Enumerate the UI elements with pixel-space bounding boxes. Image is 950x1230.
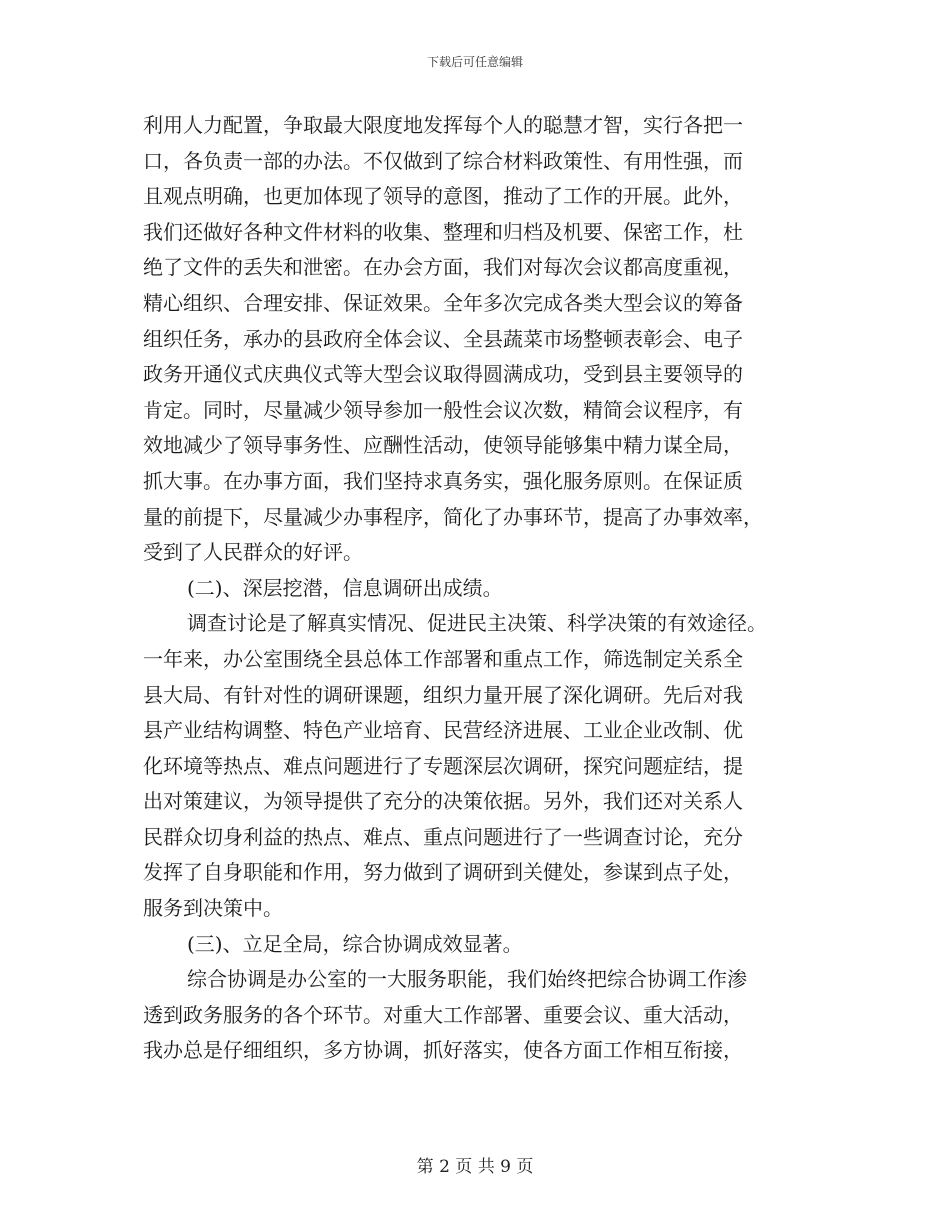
text-line: 利用人力配置，争取最大限度地发挥每个人的聪慧才智，实行各把一: [143, 113, 743, 137]
text-line: 服务到决策中。: [143, 896, 283, 921]
text-line: 透到政务服务的各个环节。对重大工作部署、重要会议、重大活动，: [143, 1002, 743, 1027]
text-line: 量的前提下，尽量减少办事程序，简化了办事环节，提高了办事效率，: [143, 504, 763, 529]
text-line: 效地减少了领导事务性、应酬性活动，使领导能够集中精力谋全局，: [143, 433, 743, 458]
text-line: 发挥了自身职能和作用，努力做到了调研到关健处，参谋到点子处，: [143, 860, 743, 885]
text-line: 县大局、有针对性的调研课题，组织力量开展了深化调研。先后对我: [143, 682, 743, 707]
text-line: 政务开通仪式庆典仪式等大型会议取得圆满成功，受到县主要领导的: [143, 362, 743, 387]
text-line: 抓大事。在办事方面，我们坚持求真务实，强化服务原则。在保证质: [143, 468, 743, 493]
text-line: 一年来，办公室围绕全县总体工作部署和重点工作，筛选制定关系全: [143, 646, 743, 671]
text-line: (三)、立足全局，综合协调成效显著。: [187, 931, 523, 956]
text-line: 组织任务，承办的县政府全体会议、全县蔬菜市场整顿表彰会、电子: [143, 326, 743, 351]
text-line: 综合协调是办公室的一大服务职能，我们始终把综合协调工作渗: [187, 967, 747, 992]
document-body: [143, 108, 815, 1069]
text-line: 口，各负责一部的办法。不仅做到了综合材料政策性、有用性强，而: [143, 148, 743, 173]
page-footer: 第 2 页 共 9 页: [416, 1157, 534, 1177]
text-line: 且观点明确，也更加体现了领导的意图，推动了工作的开展。此外，: [143, 184, 743, 209]
text-line: 县产业结构调整、特色产业培育、民营经济进展、工业企业改制、优: [143, 718, 743, 743]
text-line: 民群众切身利益的热点、难点、重点问题进行了一些调查讨论，充分: [143, 824, 743, 849]
text-line: 精心组织、合理安排、保证效果。全年多次完成各类大型会议的筹备: [143, 290, 743, 315]
page-header: 下载后可任意编辑: [426, 55, 523, 69]
text-line: 受到了人民群众的好评。: [143, 540, 363, 565]
text-line: 绝了文件的丢失和泄密。在办会方面，我们对每次会议都高度重视，: [143, 255, 743, 280]
text-line: 出对策建议，为领导提供了充分的决策依据。另外，我们还对关系人: [143, 789, 743, 814]
text-line: 肯定。同时，尽量减少领导参加一般性会议次数，精简会议程序，有: [143, 397, 743, 422]
text-line: 我办总是仔细组织，多方协调，抓好落实，使各方面工作相互衔接，: [143, 1038, 743, 1063]
text-line: 化环境等热点、难点问题进行了专题深层次调研，探究问题症结，提: [143, 753, 743, 778]
text-line: 我们还做好各种文件材料的收集、整理和归档及机要、保密工作，杜: [143, 219, 743, 244]
text-line: (二)、深层挖潜，信息调研出成绩。: [187, 575, 503, 600]
text-line: 调查讨论是了解真实情况、促进民主决策、科学决策的有效途径。: [187, 611, 767, 636]
